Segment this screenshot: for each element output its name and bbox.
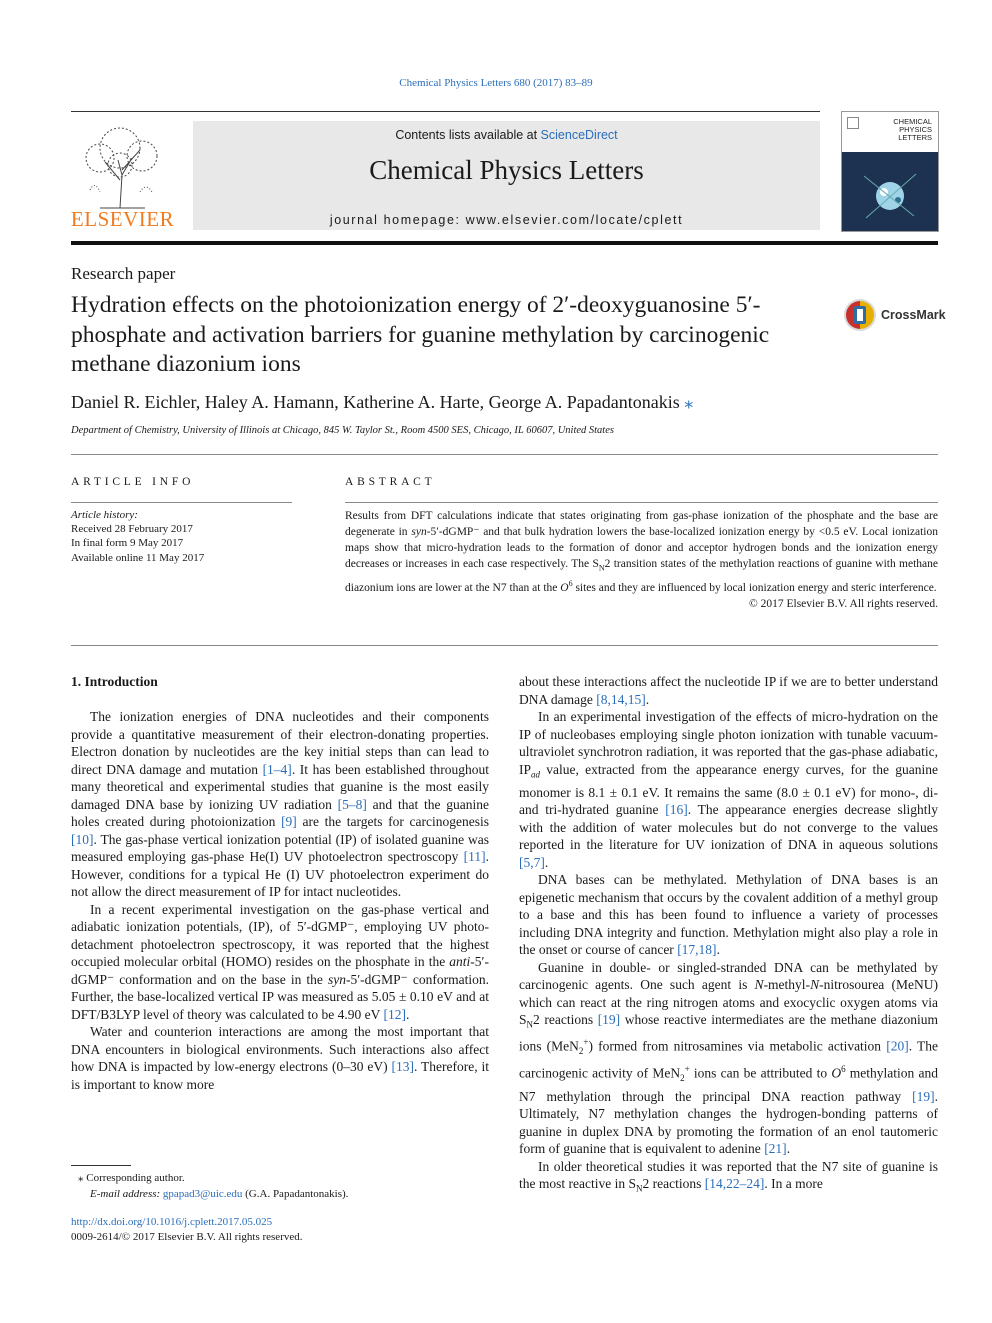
abstract-copyright: © 2017 Elsevier B.V. All rights reserved. bbox=[749, 598, 938, 611]
paragraph bbox=[71, 708, 489, 901]
footnote-rule bbox=[71, 1165, 131, 1166]
abstract-text-2: -5′-dGMP⁻ and that bulk hydration lowers the base-localized ionization energy by <0.5 eV. Local ionization maps show that micro-hydration leads to the formation of donor and acceptor hydrogen bonds and the ionization energy decreases or increases in each case respectively. The S bbox=[345, 526, 938, 570]
sciencedirect-link[interactable]: ScienceDirect bbox=[540, 128, 618, 142]
text: . It has been established throughout many theoretical and experimental studies that guanine is the most easily damaged DNA base by ionizing UV radiation bbox=[71, 761, 489, 812]
abstract-text-3: 2 transition states of the methylation reactions of guanine with methane diazonium ions are lower at the N7 than at the bbox=[345, 558, 938, 595]
text: whose reactive intermediates are the methane diazonium ions (MeN bbox=[519, 1012, 938, 1054]
footnote-text: Corresponding author. bbox=[86, 1172, 185, 1184]
superscript: + bbox=[583, 1037, 589, 1048]
italic-text: syn bbox=[327, 971, 346, 987]
journal-banner bbox=[193, 121, 820, 230]
section-rule bbox=[71, 645, 938, 646]
journal-homepage[interactable]: journal homepage: www.elsevier.com/locate/cplett bbox=[329, 213, 684, 227]
citation-link[interactable]: [12] bbox=[383, 1006, 406, 1022]
subscript: N bbox=[526, 1019, 534, 1030]
text: . The appearance energies decrease slightly with the addition of water molecules but do not converge to the values reported in the literature for UV ionization of DNA in aqueous solutions bbox=[519, 802, 939, 853]
cover-header bbox=[842, 112, 938, 152]
text: . bbox=[405, 1006, 410, 1022]
crossmark-icon bbox=[843, 298, 877, 332]
citation-link[interactable]: [20] bbox=[886, 1038, 909, 1054]
paragraph bbox=[71, 1023, 489, 1093]
citation-link[interactable]: [11] bbox=[463, 849, 486, 864]
superscript: + bbox=[684, 1064, 690, 1075]
citation-link[interactable]: [21] bbox=[764, 1141, 787, 1157]
paragraph bbox=[519, 959, 938, 1158]
text: -5′-dGMP⁻ conformation and on the base in the bbox=[71, 954, 489, 987]
text: . The carcinogenic activity of MeN bbox=[519, 1038, 938, 1081]
paragraph bbox=[519, 1158, 938, 1199]
superscript: 6 bbox=[841, 1064, 846, 1075]
abstract-heading: ABSTRACT bbox=[345, 476, 436, 488]
masthead-thick-rule bbox=[71, 241, 938, 245]
text: are the targets for carcinogenesis bbox=[296, 814, 489, 829]
journal-cover-image bbox=[841, 111, 939, 232]
text: Guanine in double- or singled-stranded DNA can be methylated by carcinogenic agents. One such agent is bbox=[519, 959, 938, 993]
paragraph bbox=[71, 901, 489, 1024]
email-label: E-mail address: bbox=[90, 1188, 161, 1200]
body-column-left bbox=[71, 708, 489, 1093]
citation-link[interactable]: [1–4] bbox=[262, 761, 292, 777]
history-online: Available online 11 May 2017 bbox=[71, 551, 205, 564]
text: about these interactions affect the nucleotide IP if we are to better understand DNA damage bbox=[519, 674, 938, 707]
abstract-sub: N bbox=[598, 563, 605, 573]
citation-link[interactable]: [9] bbox=[281, 814, 297, 829]
text: ions can be attributed to bbox=[689, 1065, 832, 1081]
doi-link[interactable]: http://dx.doi.org/10.1016/j.cplett.2017.05.025 bbox=[71, 1216, 273, 1228]
history-received: Received 28 February 2017 bbox=[71, 523, 193, 536]
abstract-text-1: Results from DFT calculations indicate that states originating from gas-phase ionization of the phosphate and the base are degenerate in bbox=[345, 510, 938, 538]
citation-link[interactable]: [19] bbox=[597, 1012, 621, 1028]
cover-molecule-icon bbox=[854, 156, 926, 226]
article-history bbox=[71, 508, 301, 565]
italic-text: N bbox=[754, 977, 764, 993]
abstract-text-4: sites and they are influenced by local ionization energy and steric interference. bbox=[572, 582, 937, 595]
italic-text: N bbox=[810, 977, 820, 993]
article-info-rule bbox=[71, 502, 292, 503]
text: . However, conditions for a typical He (I) UV photoelectron experiment do not allow the direct measurement of IP for intact nucleotides. bbox=[71, 849, 489, 899]
italic-text: O bbox=[831, 1065, 842, 1081]
history-label: Article history: bbox=[71, 509, 138, 521]
paragraph bbox=[519, 708, 938, 871]
footnote-mark: ⁎ bbox=[78, 1172, 84, 1184]
contents-prefix: Contents lists available at bbox=[395, 128, 541, 142]
corresponding-author-mark[interactable]: ⁎ bbox=[684, 392, 694, 412]
citation-link[interactable]: [17,18] bbox=[677, 942, 717, 958]
issn-copyright: 0009-2614/© 2017 Elsevier B.V. All rights reserved. bbox=[71, 1231, 303, 1243]
citation-link[interactable]: [19] bbox=[912, 1088, 935, 1104]
subscript: 2 bbox=[578, 1046, 584, 1057]
text: Water and counterion interactions are among the most important that DNA encounters in biological environments. Such interactions also affect how DNA is impacted by low-energy electrons (0–30 eV) bbox=[71, 1024, 489, 1074]
cover-title-line: PHYSICS bbox=[899, 125, 932, 134]
text: . bbox=[645, 691, 650, 707]
journal-citation-link[interactable]: Chemical Physics Letters 680 (2017) 83–89 bbox=[399, 77, 593, 89]
authors-names: Daniel R. Eichler, Haley A. Hamann, Katherine A. Harte, George A. Papadantonakis bbox=[71, 392, 680, 412]
section-heading-introduction: 1. Introduction bbox=[71, 674, 158, 689]
text: methylation and N7 methylation through the principal DNA reaction pathway bbox=[519, 1065, 939, 1104]
subscript: ad bbox=[531, 769, 541, 780]
paragraph bbox=[519, 673, 938, 708]
citation-link[interactable]: [5–8] bbox=[337, 796, 367, 812]
footnote bbox=[78, 1170, 348, 1202]
elsevier-logo bbox=[70, 120, 175, 232]
citation-link[interactable]: [8,14,15] bbox=[596, 691, 646, 707]
citation-link[interactable]: [10] bbox=[71, 831, 94, 847]
affiliation: Department of Chemistry, University of Illinois at Chicago, 845 W. Taylor St., Room 4500 SES, Chicago, IL 60607, United States bbox=[71, 425, 614, 436]
text: In older theoretical studies it was reported that the N7 site of guanine is the most reactive in S bbox=[519, 1158, 938, 1192]
text: 2 reactions bbox=[533, 1012, 598, 1028]
text: . Therefore, it is important to know more bbox=[71, 1059, 489, 1092]
text: . The gas-phase vertical ionization potential (IP) of isolated guanine was measured employing gas-phase He(I) UV photoelectron spectroscopy bbox=[71, 831, 489, 864]
elsevier-tree-icon bbox=[70, 120, 175, 210]
subscript: 2 bbox=[680, 1073, 685, 1084]
crossmark-label: CrossMark bbox=[881, 308, 946, 322]
text: . In a more bbox=[764, 1176, 823, 1192]
contents-line bbox=[193, 128, 820, 142]
abstract-body bbox=[345, 508, 938, 612]
text: DNA bases can be methylated. Methylation of DNA bases is an epigenetic mechanism that occurs by the covalent addition of a methyl group to a base and this has been found to influence a variety of processes including DNA integrity and function. Methylation might also play a role in the onset or course of cancer bbox=[519, 872, 938, 958]
crossmark-button[interactable] bbox=[843, 298, 946, 334]
text: -nitrosourea (MeNU) which can react at the ring nitrogen atoms and exocyclic oxygen atoms via S bbox=[519, 977, 938, 1028]
paragraph bbox=[519, 871, 938, 959]
abstract-italic: O bbox=[560, 582, 569, 595]
journal-name: Chemical Physics Letters bbox=[369, 155, 644, 185]
text: . Ultimately, N7 methylation changes the hydrogen-bonding patterns of guanine in duplex DNA by promoting the formation of an enol tautomeric form of guanine that is equivalent to adenine bbox=[519, 1088, 938, 1157]
text: . bbox=[786, 1141, 791, 1157]
text: ) formed from nitrosamines via metabolic activation bbox=[588, 1038, 887, 1054]
email-owner: (G.A. Papadantonakis). bbox=[242, 1188, 349, 1200]
article-title: Hydration effects on the photoionization energy of 2′-deoxyguanosine 5′-phosphate and activation barriers for guanine methylation by carcinogenic methane diazonium ions bbox=[71, 292, 770, 377]
email-link[interactable]: gpapad3@uic.edu bbox=[162, 1188, 243, 1200]
text: -methyl- bbox=[763, 977, 811, 993]
section-rule bbox=[71, 454, 938, 455]
italic-text: anti bbox=[449, 954, 471, 969]
abstract-italic: syn bbox=[411, 526, 427, 538]
cover-title bbox=[893, 118, 932, 142]
text: and that the guanine holes created during photoionization bbox=[71, 796, 489, 829]
article-info-heading: ARTICLE INFO bbox=[71, 476, 195, 488]
body-column-right bbox=[519, 673, 938, 1198]
elsevier-wordmark: ELSEVIER bbox=[70, 207, 175, 231]
citation-link[interactable]: [16] bbox=[665, 802, 688, 818]
text: In a recent experimental investigation on the gas-phase vertical and adiabatic ionization potentials, (IP), of 5′-dGMP⁻, employing UV photo-detachment photoelectron spectroscopy, it was reported that the highest occupied molecular orbital (HOMO) resides on the phosphate in the bbox=[71, 901, 489, 969]
text: 2 reactions bbox=[642, 1176, 705, 1192]
article-type: Research paper bbox=[71, 264, 176, 283]
text: value, extracted from the appearance energy curves, for the guanine monomer is 8.1 ± 0.1 eV. It remains the same (8.0 ± 0.1 eV) for mono-, di- and tri-hydrated guanine bbox=[519, 761, 938, 818]
masthead-rule bbox=[71, 111, 820, 112]
text: . bbox=[544, 854, 549, 870]
text: -5′-dGMP⁻ conformation. Further, the base-localized vertical IP was measured as 5.05 ± 0.10 eV and at DFT/B3LYP level of theory was calculated to be 4.90 eV bbox=[71, 971, 489, 1022]
subscript: N bbox=[635, 1183, 643, 1194]
cover-logo-icon bbox=[847, 117, 859, 129]
abstract-sup: 6 bbox=[568, 579, 573, 589]
text: The ionization energies of DNA nucleotides and their components provide a quantitative measurement of their electron-donating properties. Electron donation by nucleotides are the key initial steps than can lead to direct DNA damage and mutation bbox=[71, 709, 489, 777]
footnote-email bbox=[78, 1186, 348, 1202]
citation-link[interactable]: [14,22–24] bbox=[704, 1176, 765, 1192]
citation-link[interactable]: [5,7] bbox=[519, 854, 545, 870]
author-list bbox=[71, 392, 693, 413]
text: . bbox=[716, 942, 720, 958]
abstract-rule bbox=[345, 502, 938, 503]
citation-link[interactable]: [13] bbox=[391, 1059, 414, 1074]
cover-title-line: LETTERS bbox=[898, 133, 932, 142]
footnote-corresponding bbox=[78, 1170, 348, 1186]
cover-title-line: CHEMICAL bbox=[893, 117, 932, 126]
history-revised: In final form 9 May 2017 bbox=[71, 537, 184, 550]
text: In an experimental investigation of the effects of micro-hydration on the IP of nucleobases employing single photon ionization with tunable vacuum-ultraviolet synchrotron radiation, it was reported that the gas-phase adiabatic, IP bbox=[519, 709, 938, 777]
